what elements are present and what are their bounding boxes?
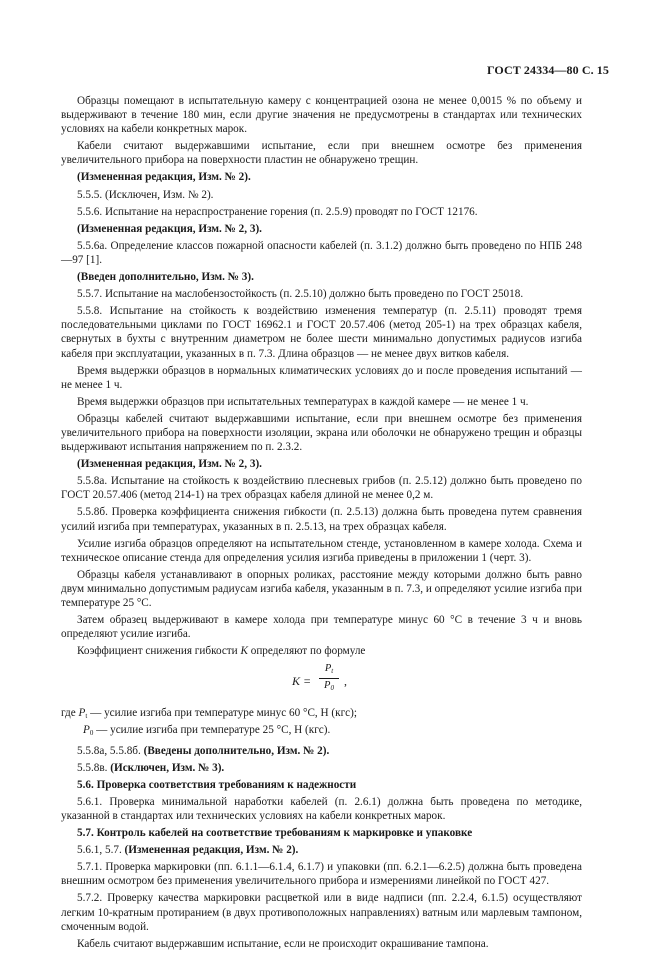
paragraph-cold-hold: Затем образец выдерживают в камере холода при температуре минус 60 °С в течение 3 ч и вновь определяют усилие изгиба. xyxy=(61,614,582,641)
symbol-k: K xyxy=(240,645,248,658)
amendment-5-6-1-5-7: 5.6.1, 5.7. (Измененная редакция, Изм. № 2). xyxy=(77,844,299,857)
paragraph-ozone-chamber: Образцы помещают в испытательную камеру с концентрацией озона не менее 0,0015 % по объему и выдерживают в течение 180 мин, если другие значения не предусмотрены в стандартах или технических условиях на кабели конкретных марок. xyxy=(61,95,582,136)
amendment-note: (Измененная редакция, Изм. № 2). xyxy=(77,171,251,184)
clause-5-5-6: 5.5.6. Испытание на нераспространение горения (п. 2.5.9) проводят по ГОСТ 12176. xyxy=(77,205,478,218)
paragraph-test-hold: Время выдержки образцов при испытательных температурах в каждой камере — не менее 1 ч. xyxy=(77,395,529,408)
amendment-note: (Измененная редакция, Изм. № 2, 3). xyxy=(77,458,262,471)
page-header: ГОСТ 24334—80 С. 15 xyxy=(486,63,609,77)
formula-fraction xyxy=(319,662,339,695)
paragraph-rollers: Образцы кабеля устанавливают в опорных роликах, расстояние между которыми должно быть равно двум минимально допустимым радиусам изгиба кабеля, указанным в п. 7.3, и определяют усилие изгиба при температуре 25 °С. xyxy=(61,568,582,609)
where-pt: где $P_t$ — усилие изгиба при температуре минус 60 °С, Н (кгс); xyxy=(61,707,357,721)
amendment-note: (Введен дополнительно, Изм. № 3). xyxy=(77,271,254,284)
clause-5-5-8v: 5.5.8в. (Исключен, Изм. № 3). xyxy=(77,761,225,774)
formula-lhs: K = xyxy=(292,674,312,689)
clause-5-7-2: 5.7.2. Проверку качества маркировки расцветкой или в виде надписи (пп. 2.2.4, 6.1.5) осуществляют легким 10-кратным протиранием (в двух противоположных направлениях) ватным или марлевым тампоном, смоченным водой. xyxy=(61,892,582,933)
clause-5-6-1: 5.6.1. Проверка минимальной наработки кабелей (п. 2.6.1) должна быть проведена по методике, указанной в стандартах или технических условиях на кабели конкретных марок. xyxy=(61,795,582,822)
clause-5-5-5: 5.5.5. (Исключен, Изм. № 2). xyxy=(77,188,214,201)
document-body xyxy=(61,94,582,954)
section-5-7-heading: 5.7. Контроль кабелей на соответствие требованиям к маркировке и упаковке xyxy=(77,827,473,840)
clause-5-5-7: 5.5.7. Испытание на маслобензостойкость (п. 2.5.10) должно быть проведено по ГОСТ 25018. xyxy=(77,288,524,301)
paragraph-tampon-criteria: Кабель считают выдержавшим испытание, если не происходит окрашивание тампона. xyxy=(77,937,489,950)
clause-5-7-1: 5.7.1. Проверка маркировки (пп. 6.1.1—6.1.4, 6.1.7) и упаковки (пп. 6.2.1—6.2.5) должна быть проведена внешним осмотром без применения увеличительного прибора и измерениями линейкой по ГОСТ 427. xyxy=(61,861,582,888)
formula-numerator: $P_t$ xyxy=(319,662,339,679)
formula-comma: , xyxy=(344,674,347,689)
clause-5-5-8a-b-note: 5.5.8а, 5.5.8б. (Введены дополнительно, Изм. № 2). xyxy=(77,744,330,757)
section-5-6-heading: 5.6. Проверка соответствия требованиям к надежности xyxy=(77,778,357,791)
paragraph-temp-criteria: Образцы кабелей считают выдержавшими испытание, если при внешнем осмотре без применения увеличительного прибора на поверхности изоляции, экрана или оболочки не обнаружено трещин и образцы выдерживают испытания напряжением по п. 2.3.2. xyxy=(61,412,582,454)
paragraph-bend-stand: Усилие изгиба образцов определяют на испытательном стенде, установленном в камере холода. Схема и техническое описание стенда для определения усилия изгиба приведены в приложении 1 (черт. 3). xyxy=(61,537,582,564)
clause-5-5-8b: 5.5.8б. Проверка коэффициента снижения гибкости (п. 2.5.13) должна быть проведена путем сравнения усилий изгиба при температурах, указанных в п. 2.5.13, на трех образцах кабеля. xyxy=(61,506,582,533)
clause-5-5-8a: 5.5.8а. Испытание на стойкость к воздействию плесневых грибов (п. 2.5.12) должно быть проведено по ГОСТ 20.57.406 (метод 214-1) на трех образцах кабеля длиной не менее 0,2 м. xyxy=(61,475,582,502)
formula-k xyxy=(61,662,582,700)
formula-denominator: $P_0$ xyxy=(324,680,334,693)
where-p0: $P_0$ — усилие изгиба при температуре 25 °С, Н (кгс). xyxy=(83,724,331,738)
paragraph-coefficient: Коэффициент снижения гибкости K определяют по формуле xyxy=(77,645,366,658)
paragraph-normal-hold: Время выдержки образцов в нормальных климатических условиях до и после проведения испытаний — не менее 1 ч. xyxy=(61,364,582,391)
amendment-note: (Измененная редакция, Изм. № 2, 3). xyxy=(77,222,262,235)
clause-5-5-8: 5.5.8. Испытание на стойкость к воздействию изменения температур (п. 2.5.11) проводят тремя последовательными циклами по ГОСТ 16962.1 и ГОСТ 20.57.406 (метод 205-1) на трех образцах кабеля, свернутых в бухты с внутренним диаметром не более шести минимально допустимых радиусов изгиба кабеля при эксплуатации, указанных в п. 7.3. Длина образцов — не менее двух витков кабеля. xyxy=(61,305,582,360)
paragraph-ozone-criteria: Кабели считают выдержавшими испытание, если при внешнем осмотре без применения увеличительного прибора на поверхности пластин не обнаружено трещин. xyxy=(61,140,582,167)
clause-5-5-6a: 5.5.6а. Определение классов пожарной опасности кабелей (п. 3.1.2) должно быть проведено по НПБ 248—97 [1]. xyxy=(61,239,582,266)
